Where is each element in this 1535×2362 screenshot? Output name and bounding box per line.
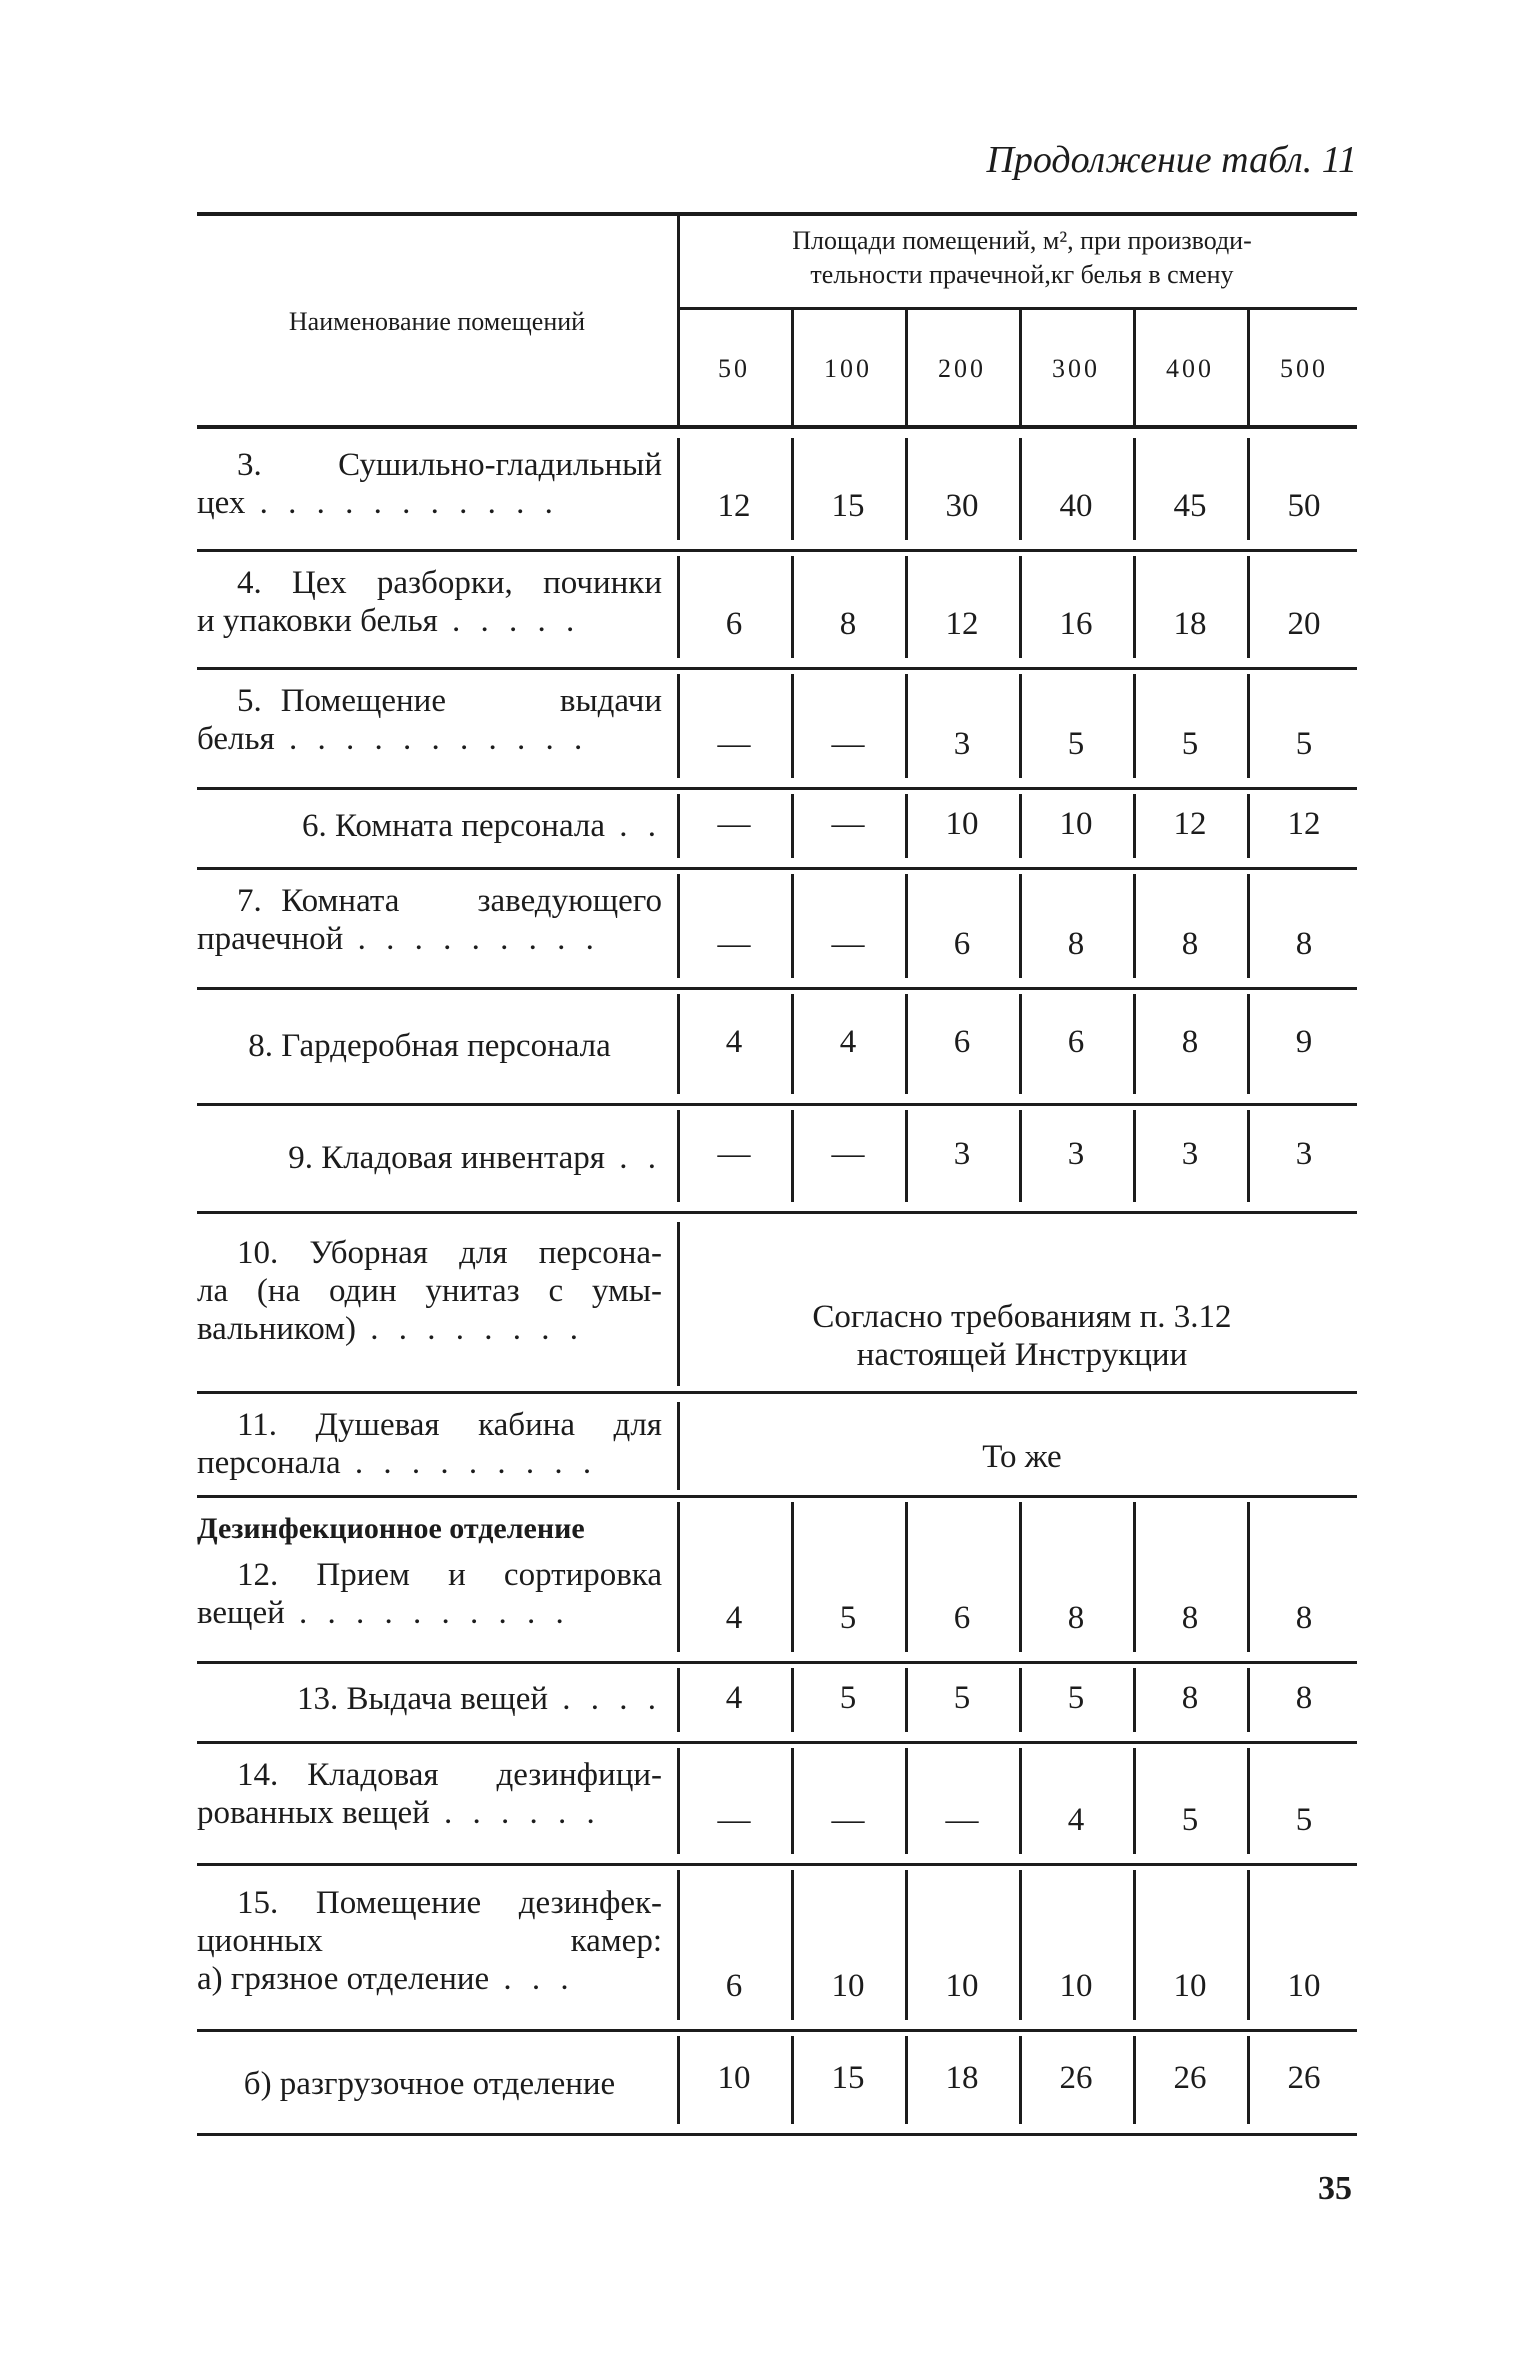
row-label (197, 2065, 662, 2103)
table-cell: 8 (1295, 1600, 1313, 1636)
leader-dots: . . (605, 808, 662, 844)
table-row (197, 870, 1357, 990)
table-row (197, 1394, 1357, 1498)
section-title: Дезинфекционное отделение (197, 1512, 585, 1545)
table-cell: 10 (717, 2060, 751, 2096)
table-cell: 8 (1295, 926, 1313, 962)
table-cell: 9 (1295, 1024, 1313, 1060)
capacity-header-50: 50 (718, 354, 750, 383)
table-cell: 6 (953, 1600, 971, 1636)
row-label (197, 1406, 662, 1482)
row-label-line (197, 1794, 662, 1832)
row-label-text: 5. Помещение выдачи (237, 683, 662, 719)
row-label-text: 7. Комната заведующего (237, 883, 662, 919)
table-row (197, 2032, 1357, 2136)
header-sub-rule (677, 307, 1357, 310)
row-label-text: 9. Кладовая инвентаря (288, 1140, 605, 1176)
table-cell: 15 (831, 2060, 865, 2096)
row-label-text: вещей (197, 1595, 285, 1631)
table-cell: 6 (1067, 1024, 1085, 1060)
row-label-line (197, 446, 662, 484)
row-label-line (197, 920, 662, 958)
row-label-text: б) разгрузочное отделение (243, 2066, 616, 2102)
table-cell: 4 (725, 1024, 743, 1060)
table-row (197, 1744, 1357, 1866)
table-row (197, 1866, 1357, 2032)
table-cell: — (717, 926, 751, 962)
row-label-text: и упаковки белья (197, 603, 438, 639)
row-label (197, 1680, 662, 1718)
table-cell: 10 (945, 806, 979, 842)
row-label-text: 14. Кладовая дезинфици- (237, 1757, 662, 1793)
row-label-line (197, 564, 662, 602)
row-label-line (197, 1756, 662, 1794)
table-cell: 3 (953, 726, 971, 762)
table-cell: 30 (945, 488, 979, 524)
row-label (197, 1139, 662, 1177)
leader-dots: . . . (489, 1961, 575, 1997)
table-cell: — (717, 726, 751, 762)
merged-note-cell (687, 1438, 1357, 1476)
row-label-line (197, 1272, 662, 1310)
row-label-line (197, 1556, 662, 1594)
table-cell: 12 (717, 488, 751, 524)
table-cell: 18 (1173, 606, 1207, 642)
row-label (197, 1234, 662, 1348)
table-cell: 16 (1059, 606, 1093, 642)
column-divider (677, 1222, 680, 1386)
table-cell: 6 (725, 606, 743, 642)
table-cell: 8 (1181, 1680, 1199, 1716)
table-cell: 8 (1181, 1600, 1199, 1636)
table-row (197, 1214, 1357, 1394)
row-label-line (197, 882, 662, 920)
table-cell: 3 (1295, 1136, 1313, 1172)
table-cell: 5 (953, 1680, 971, 1716)
table-cell: — (831, 726, 865, 762)
table-cell: 5 (1067, 1680, 1085, 1716)
name-column-header: Наименование помещений (288, 307, 586, 336)
row-label-line (197, 1884, 662, 1922)
table-cell: 10 (1287, 1968, 1321, 2004)
table-row (197, 670, 1357, 790)
page-number: 35 (1318, 2170, 1352, 2207)
table-cell: — (717, 1802, 751, 1838)
row-label (197, 564, 662, 640)
row-label-line (197, 1027, 662, 1065)
row-rule (197, 2133, 1357, 2136)
row-label (197, 1027, 662, 1065)
row-label (197, 682, 662, 758)
table-cell: 8 (1295, 1680, 1313, 1716)
leader-dots: . . . . . . . . . . . (274, 721, 589, 757)
table-cell: 5 (1295, 726, 1313, 762)
row-label-text: персонала (197, 1445, 341, 1481)
table-caption: Продолжение табл. 11 (986, 139, 1357, 181)
table-cell: 6 (953, 1024, 971, 1060)
row-label-text: 8. Гардеробная персонала (248, 1028, 611, 1064)
row-label-text: ла (на один унитаз с умы- (197, 1273, 662, 1309)
table-cell: 26 (1173, 2060, 1207, 2096)
capacity-header-500: 500 (1280, 354, 1328, 383)
row-label (197, 1884, 662, 1998)
merged-note-cell (687, 1298, 1357, 1374)
row-label-text: ционных камер: (197, 1923, 662, 1959)
table-cell: 10 (1059, 1968, 1093, 2004)
table-cell: 8 (1067, 926, 1085, 962)
row-label-line (197, 1922, 662, 1960)
table-cell: 12 (945, 606, 979, 642)
table-row (197, 1664, 1357, 1744)
leader-dots: . . . . . . . . . (343, 921, 600, 957)
table-cell: 26 (1287, 2060, 1321, 2096)
table-top-rule (197, 212, 1357, 216)
row-label-line (197, 807, 662, 845)
row-label-line (197, 1444, 662, 1482)
row-label-line (197, 1139, 662, 1177)
table-cell: 5 (839, 1600, 857, 1636)
table-cell: 10 (1173, 1968, 1207, 2004)
leader-dots: . . . . . . . . (356, 1311, 585, 1347)
table-cell: 45 (1173, 488, 1207, 524)
note-line: настоящей Инструкции (856, 1337, 1188, 1373)
table-cell: 5 (1181, 726, 1199, 762)
table-cell: — (717, 1136, 751, 1172)
table-cell: 5 (1067, 726, 1085, 762)
header-bottom-rule (197, 425, 1357, 429)
table-cell: 10 (831, 1968, 865, 2004)
row-label-text: прачечной (197, 921, 344, 957)
row-label-text: 12. Прием и сортировка (237, 1557, 662, 1593)
table-cell: — (831, 806, 865, 842)
table-cell: 18 (945, 2060, 979, 2096)
capacity-header-400: 400 (1166, 354, 1214, 383)
leader-dots: . . . . . (437, 603, 581, 639)
row-label-line (197, 2065, 662, 2103)
table-row (197, 1498, 1357, 1664)
table-cell: 4 (1067, 1802, 1085, 1838)
table-cell: — (831, 1136, 865, 1172)
leader-dots: . . . . . . . . . . (284, 1595, 570, 1631)
table-cell: 15 (831, 488, 865, 524)
row-label (197, 1556, 662, 1632)
table-cell: 6 (953, 926, 971, 962)
row-label-line (197, 602, 662, 640)
column-divider (677, 1402, 680, 1490)
leader-dots: . . . . (548, 1681, 662, 1717)
capacity-header-100: 100 (824, 354, 872, 383)
row-label (197, 446, 662, 522)
area-group-header (687, 224, 1357, 292)
table-cell: 3 (953, 1136, 971, 1172)
table-cell: 26 (1059, 2060, 1093, 2096)
table-cell: 5 (1181, 1802, 1199, 1838)
note-line: Согласно требованиям п. 3.12 (812, 1299, 1232, 1335)
row-label-line (197, 720, 662, 758)
table-row (197, 434, 1357, 552)
table-cell: 12 (1287, 806, 1321, 842)
table-cell: 8 (1067, 1600, 1085, 1636)
row-label (197, 882, 662, 958)
row-label-line (197, 1406, 662, 1444)
row-label-text: 10. Уборная для персона- (237, 1235, 662, 1271)
row-label-text: 3. Сушильно-гладильный (237, 447, 662, 483)
row-label-line (197, 1680, 662, 1718)
row-label-line (197, 1594, 662, 1632)
table-cell: 5 (839, 1680, 857, 1716)
row-label-text: 6. Комната персонала (302, 808, 605, 844)
area-group-header-line: тельности прачечной,кг белья в смену (810, 260, 1234, 289)
table-row (197, 552, 1357, 670)
row-label-text: белья (197, 721, 275, 757)
header-divider (677, 212, 680, 425)
table-cell: — (945, 1802, 979, 1838)
row-label-text: а) грязное отделение (197, 1961, 490, 1997)
row-label-text: рованных вещей (197, 1795, 430, 1831)
capacity-header-200: 200 (938, 354, 986, 383)
leader-dots: . . (605, 1140, 662, 1176)
table-cell: 3 (1181, 1136, 1199, 1172)
table-cell: 4 (839, 1024, 857, 1060)
table-cell: 8 (1181, 1024, 1199, 1060)
table-cell: 10 (1059, 806, 1093, 842)
row-label-line (197, 1960, 662, 1998)
table-cell: 12 (1173, 806, 1207, 842)
row-label-text: цех (197, 485, 246, 521)
table-row (197, 790, 1357, 870)
table-cell: 3 (1067, 1136, 1085, 1172)
row-label-text: 15. Помещение дезинфек- (237, 1885, 662, 1921)
table-row (197, 1106, 1357, 1214)
table-cell: 40 (1059, 488, 1093, 524)
table-cell: 4 (725, 1680, 743, 1716)
table-cell: 6 (725, 1968, 743, 2004)
table-row (197, 990, 1357, 1106)
row-label-line (197, 682, 662, 720)
row-label-line (197, 1310, 662, 1348)
note-line: То же (982, 1439, 1062, 1475)
table-cell: — (717, 806, 751, 842)
table-cell: 50 (1287, 488, 1321, 524)
table-cell: 5 (1295, 1802, 1313, 1838)
leader-dots: . . . . . . . . . (340, 1445, 598, 1481)
table-cell: 20 (1287, 606, 1321, 642)
table-cell: 8 (839, 606, 857, 642)
table-cell: 8 (1181, 926, 1199, 962)
row-label-line (197, 1234, 662, 1272)
table-cell: — (831, 1802, 865, 1838)
row-label (197, 807, 662, 845)
table-cell: — (831, 926, 865, 962)
row-label-text: 4. Цех разборки, починки (237, 565, 662, 601)
row-label (197, 1756, 662, 1832)
row-label-text: 11. Душевая кабина для (237, 1407, 662, 1443)
row-label-text: 13. Выдача вещей (296, 1681, 548, 1717)
row-label-line (197, 484, 662, 522)
row-label-text: вальником) (197, 1311, 357, 1347)
capacity-header-300: 300 (1052, 354, 1100, 383)
table-cell: 4 (725, 1600, 743, 1636)
leader-dots: . . . . . . (429, 1795, 601, 1831)
leader-dots: . . . . . . . . . . . (245, 485, 559, 521)
area-group-header-line: Площади помещений, м², при производи- (792, 226, 1252, 255)
table-cell: 10 (945, 1968, 979, 2004)
